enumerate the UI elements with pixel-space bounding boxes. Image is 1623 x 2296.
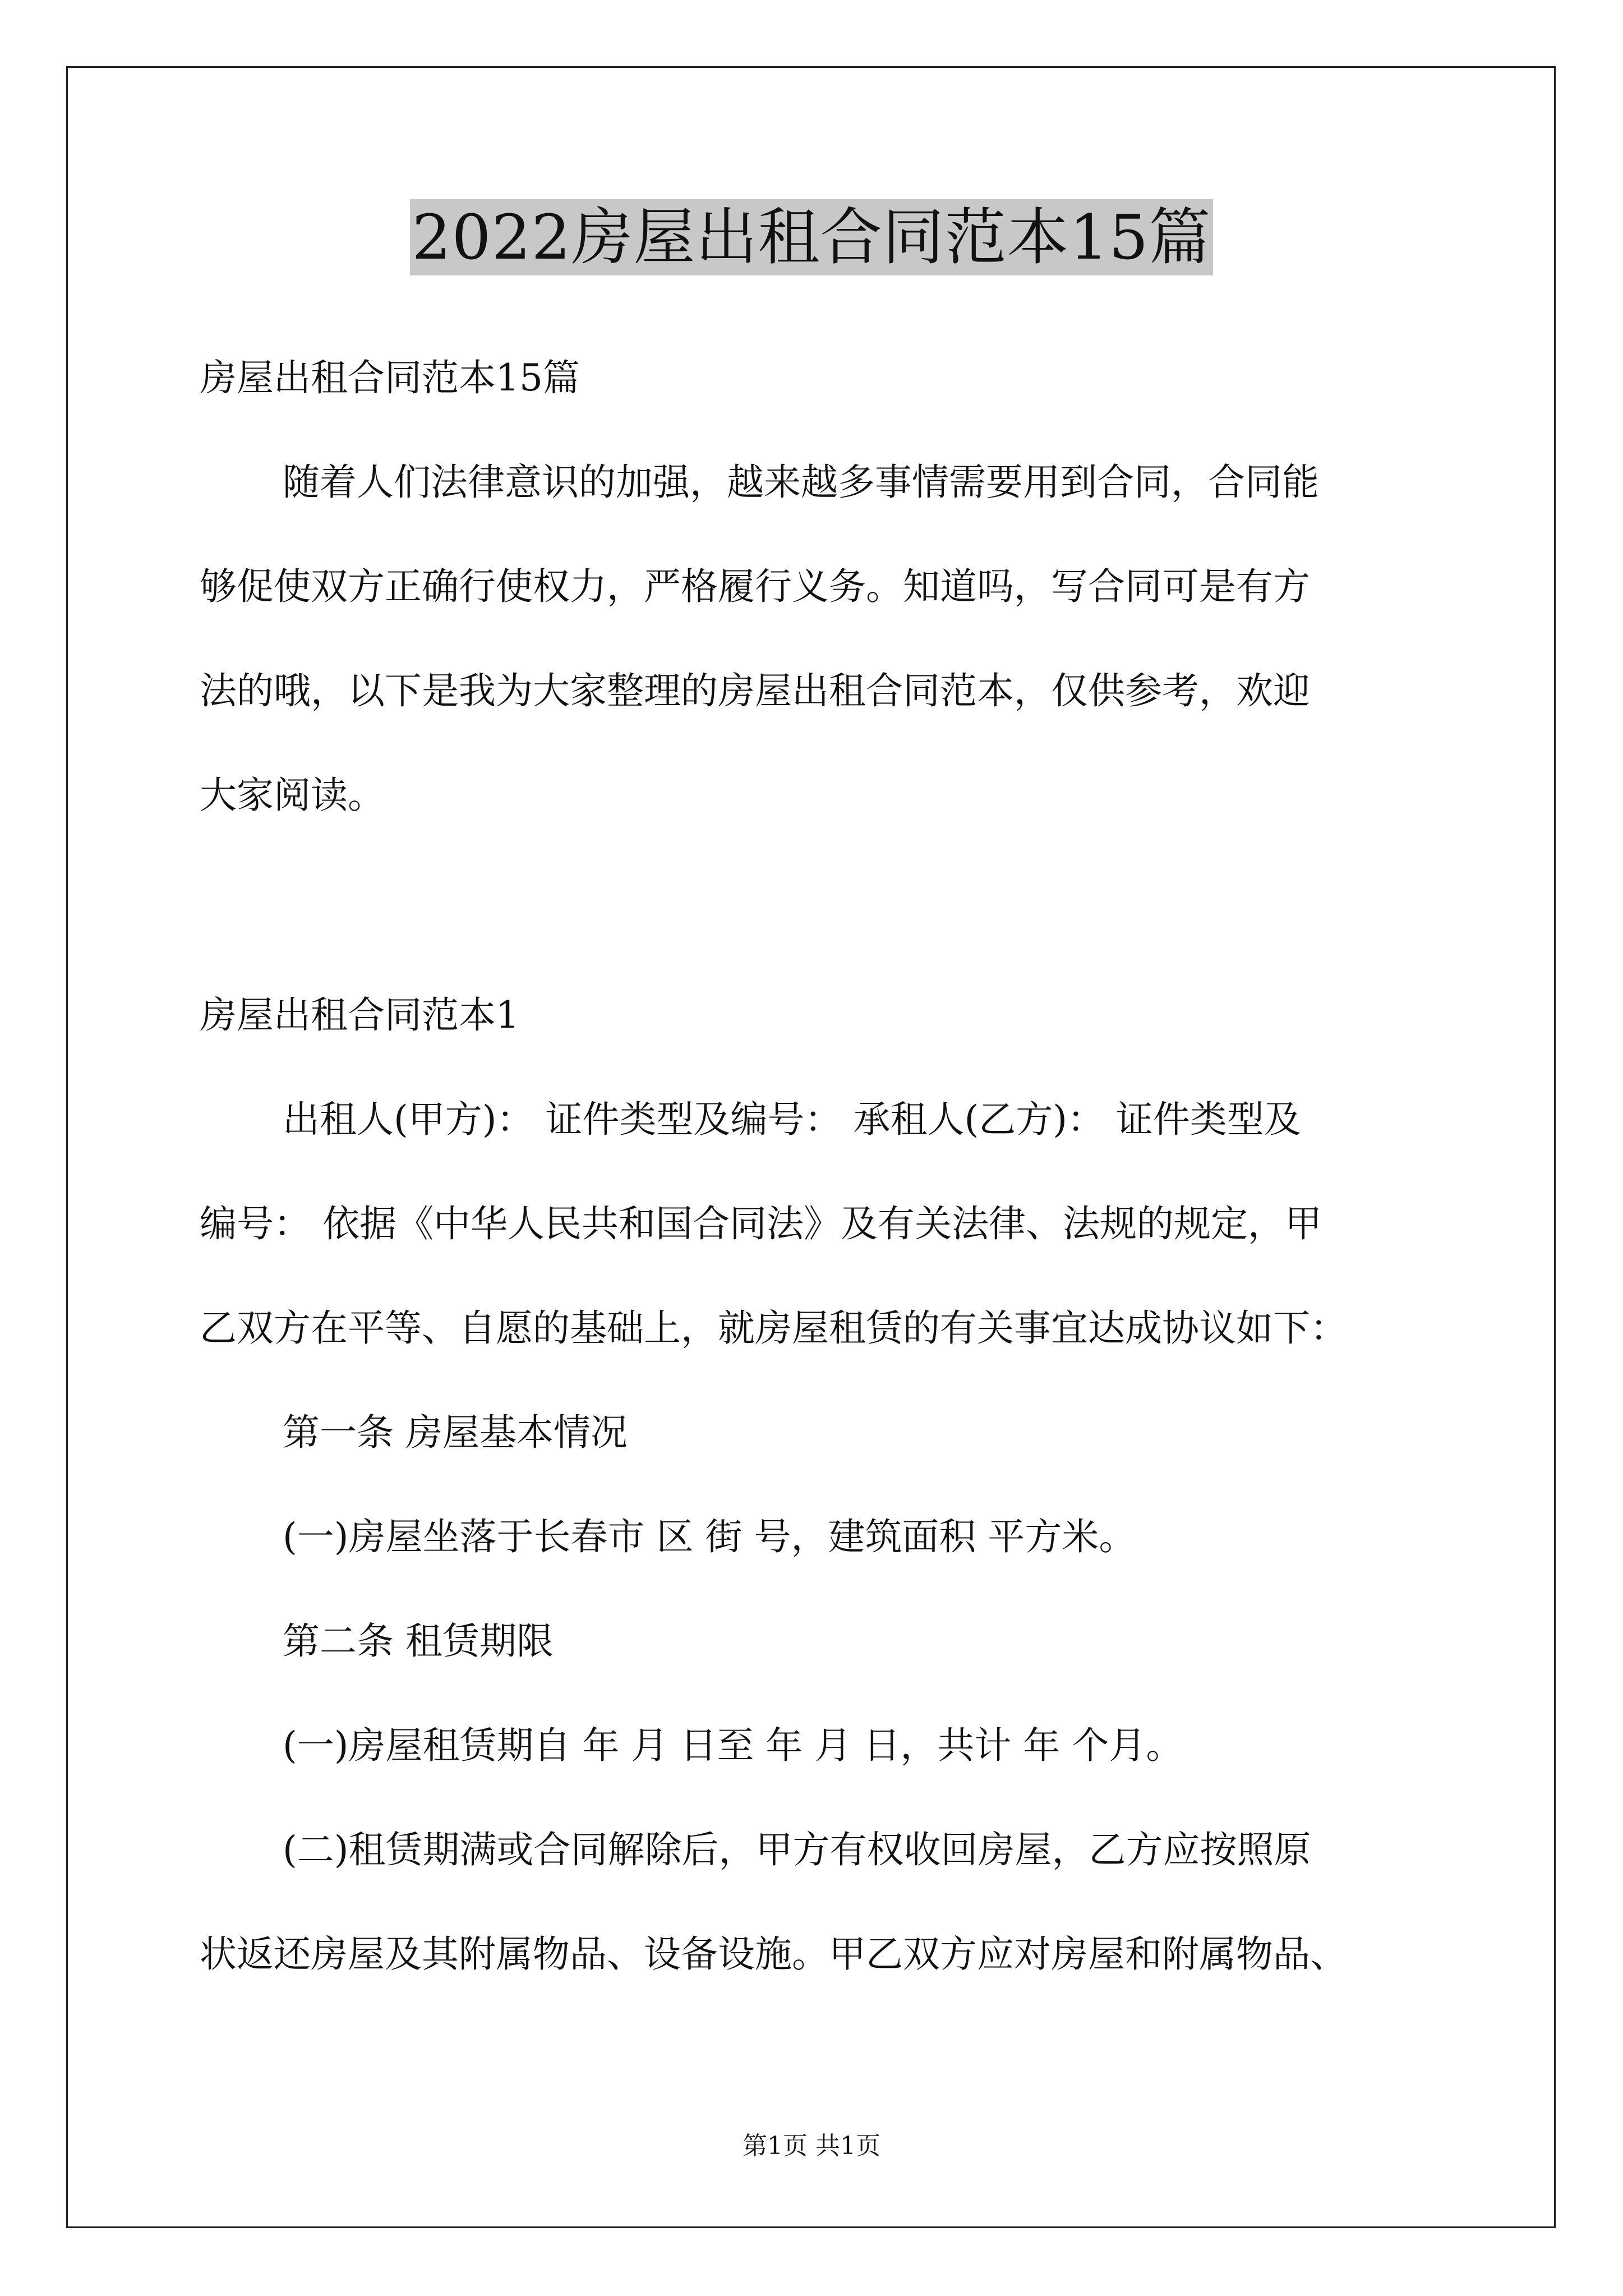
paragraph-line: 出租人(甲方)： 证件类型及编号： 承租人(乙方)： 证件类型及 — [283, 1098, 1301, 1141]
page-footer: 第1页 共1页 — [743, 2132, 880, 2160]
title-container — [0, 199, 1623, 275]
paragraph-line: (一)房屋坐落于长春市 区 街 号，建筑面积 平方米。 — [283, 1515, 1136, 1558]
document-title: 2022房屋出租合同范本15篇 — [410, 199, 1214, 275]
paragraph-line: 状返还房屋及其附属物品、设备设施。甲乙双方应对房屋和附属物品、 — [200, 1932, 1347, 1976]
paragraph-line: (二)租赁期满或合同解除后，甲方有权收回房屋，乙方应按照原 — [283, 1828, 1311, 1871]
paragraph-line: 编号： 依据《中华人民共和国合同法》及有关法律、法规的规定，甲 — [200, 1202, 1322, 1245]
paragraph-line: 随着人们法律意识的加强，越来越多事情需要用到合同，合同能 — [283, 461, 1319, 504]
section-heading: 房屋出租合同范本1 — [200, 993, 519, 1037]
paragraph-line: 乙双方在平等、自愿的基础上，就房屋租赁的有关事宜达成协议如下： — [200, 1306, 1347, 1350]
article-heading: 第二条 租赁期限 — [283, 1619, 554, 1663]
paragraph-line: (一)房屋租赁期自 年 月 日至 年 月 日，共计 年 个月。 — [283, 1724, 1183, 1767]
paragraph-line: 够促使双方正确行使权力，严格履行义务。知道吗，写合同可是有方 — [200, 565, 1310, 608]
article-heading: 第一条 房屋基本情况 — [283, 1411, 628, 1454]
subtitle-line: 房屋出租合同范本15篇 — [200, 356, 580, 399]
paragraph-line: 法的哦，以下是我为大家整理的房屋出租合同范本，仅供参考，欢迎 — [200, 669, 1310, 712]
paragraph-line: 大家阅读。 — [200, 774, 385, 817]
